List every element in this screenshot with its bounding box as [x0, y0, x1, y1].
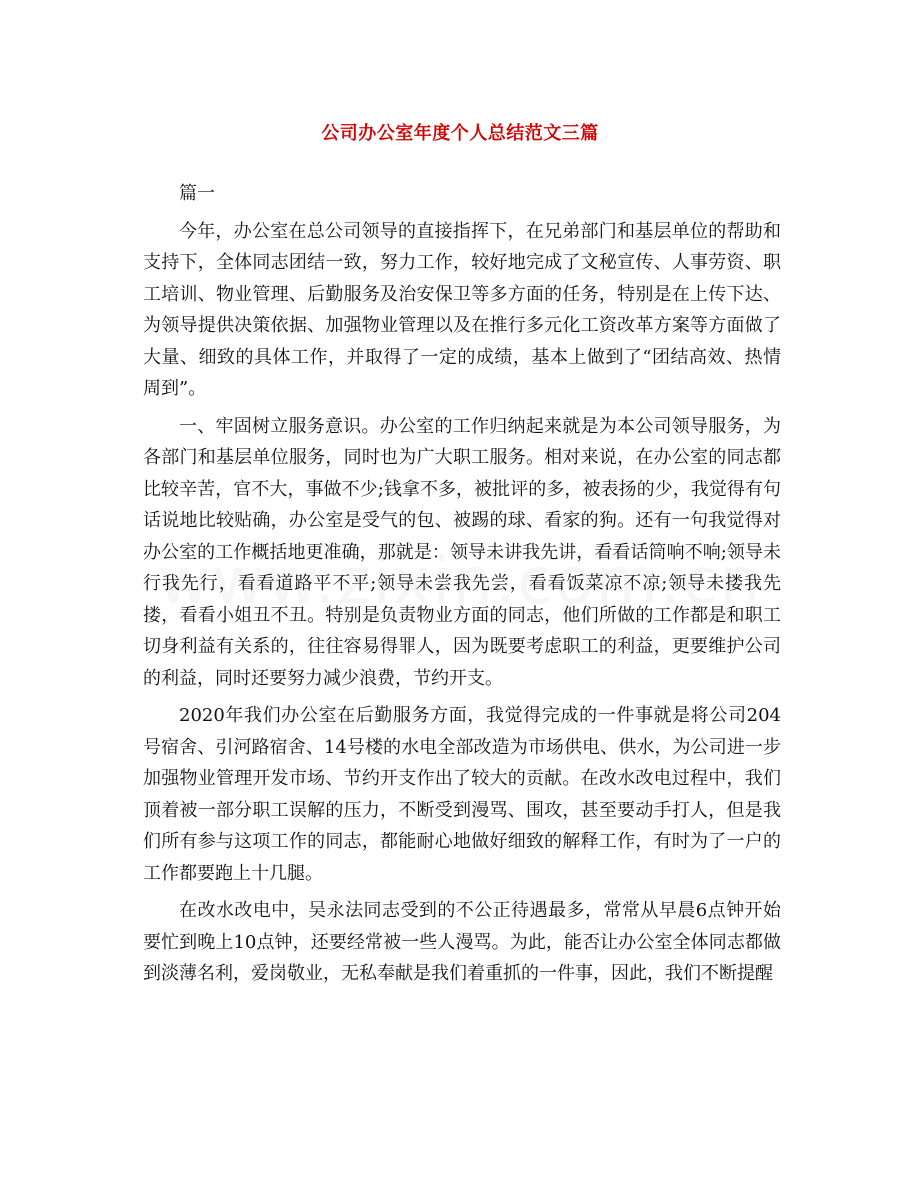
document-body [143, 178, 781, 996]
paragraph: 在改水改电中，吴永法同志受到的不公正待遇最多，常常从早晨6点钟开始要忙到晚上10点钟，还要经常被一些人漫骂。为此，能否让办公室全体同志都做到淡薄名利，爱岗敬业，无私奉献是我们着重抓的一件事，因此，我们不断提醒 [143, 900, 781, 984]
document-title: 公司办公室年度个人总结范文三篇 [321, 123, 599, 144]
section-heading: 篇一 [179, 183, 215, 204]
paragraph: 今年，办公室在总公司领导的直接指挥下，在兄弟部门和基层单位的帮助和支持下，全体同志团结一致，努力工作，较好地完成了文秘宣传、人事劳资、职工培训、物业管理、后勤服务及治安保卫等多方面的任务，特别是在上传下达、为领导提供决策依据、加强物业管理以及在推行多元化工资改革方案等方面做了大量、细致的具体工作，并取得了一定的成绩，基本上做到了“团结高效、热情周到”。 [143, 220, 781, 399]
paragraph: 一、牢固树立服务意识。办公室的工作归纳起来就是为本公司领导服务，为各部门和基层单位服务，同时也为广大职工服务。相对来说，在办公室的同志都比较辛苦，官不大，事做不少;钱拿不多，被批评的多，被表扬的少，我觉得有句话说地比较贴确，办公室是受气的包、被踢的球、看家的狗。还有一句我觉得对办公室的工作概括地更准确，那就是：领导未讲我先讲，看看话筒响不响;领导未行我先行，看看道路平不平;领导未尝我先尝，看看饭菜凉不凉;领导未搂我先搂，看看小姐丑不丑。特别是负责物业方面的同志，他们所做的工作都是和职工切身利益有关系的，往往容易得罪人，因为既要考虑职工的利益，更要维护公司的利益，同时还要努力减少浪费，节约开支。 [143, 415, 781, 689]
paragraph: 2020年我们办公室在后勤服务方面，我觉得完成的一件事就是将公司204号宿舍、引河路宿舍、14号楼的水电全部改造为市场供电、供水，为公司进一步加强物业管理开发市场、节约开支作出了较大的贡献。在改水改电过程中，我们顶着被一部分职工误解的压力，不断受到漫骂、围攻，甚至要动手打人，但是我们所有参与这项工作的同志，都能耐心地做好细致的解释工作，有时为了一户的工作都要跑上十几腿。 [143, 705, 781, 884]
